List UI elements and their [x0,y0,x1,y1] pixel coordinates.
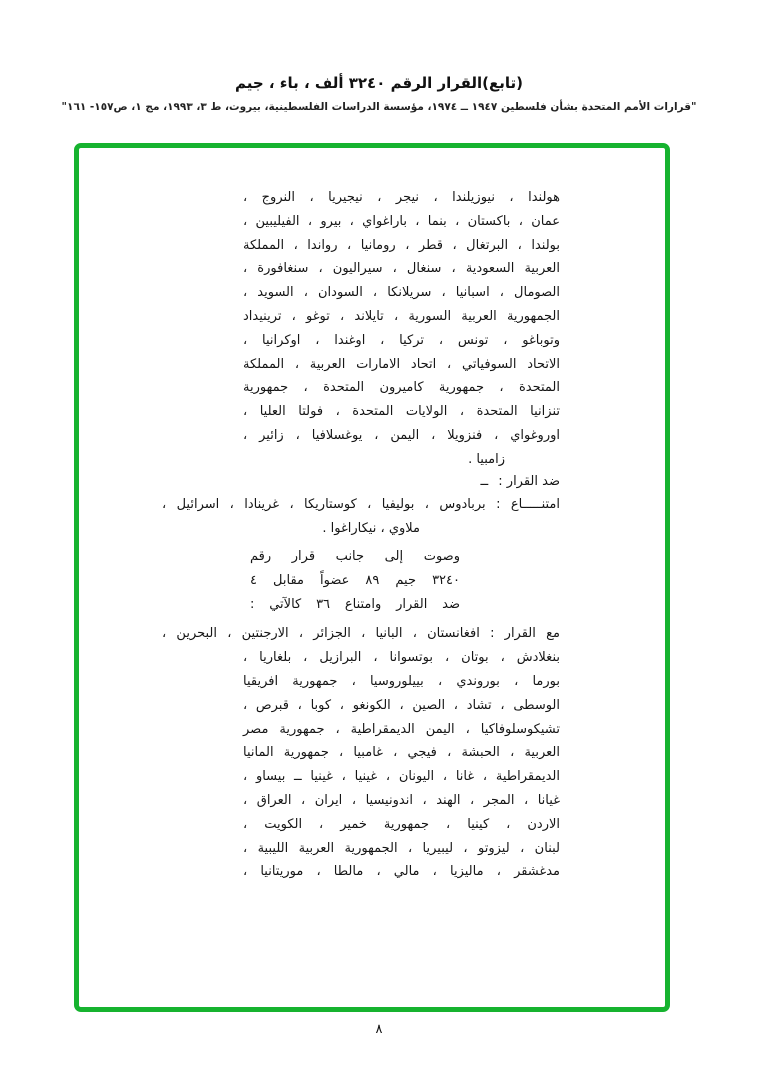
for-countries-line: الاردن ، كينيا ، جمهورية خمير ، الكويت ، [243,816,560,832]
for-countries-line: غيانا ، المجر ، الهند ، اندونيسيا ، ايران ، العراق ، [243,792,560,808]
continuation-line: وتوباغو ، تونس ، تركيا ، اوغندا ، اوكرانيا ، [243,332,560,348]
continuation-line: عمان ، باكستان ، بنما ، باراغواي ، بيرو ، الفيليبين ، [243,213,560,229]
resolution-body [162,186,561,884]
continuation-line: بولندا ، البرتغال ، قطر ، رومانيا ، رواندا ، المملكة [243,237,560,253]
for-countries-line: الوسطى ، تشاد ، الصين ، الكونغو ، كوبا ، قبرص ، [243,697,560,713]
for-countries-line: لبنان ، ليزوتو ، ليبيريا ، الجمهورية العربية الليبية ، [243,840,560,856]
for-countries-line: بورما ، بوروندي ، بييلوروسيا ، جمهورية افريقيا [243,673,560,689]
continuation-line-last: زامبيا . [468,451,505,467]
vote-note-line: ضد القرار وامتناع ٣٦ كالآتي : [250,596,460,612]
for-countries-line: مدغشقر ، ماليزيا ، مالي ، مالطا ، موريتانيا ، [243,864,560,880]
vote-note-line: وصوت إلى جانب قرار رقم [250,548,460,564]
abstain-label: امتنـــــاع : [496,497,561,513]
page-number: ٨ [375,1022,383,1037]
vote-note-line: ٣٢٤٠ جيم ٨٩ عضواً مقابل ٤ [250,572,460,588]
for-countries-line: بنغلادش ، بوتان ، بوتسوانا ، البرازيل ، بلغاريا ، [243,650,560,666]
continuation-line: العربية السعودية ، سنغال ، سيراليون ، سنغافورة ، [243,261,560,277]
against-label: ضد القرار : [498,473,560,489]
continuation-line: الاتحاد السوفياتي ، اتحاد الامارات العربية ، المملكة [243,356,560,372]
for-countries-line: العربية ، الحبشة ، فيجي ، غامبيا ، جمهورية المانيا [243,745,560,761]
continuation-line: الجمهورية العربية السورية ، تايلاند ، توغو ، ترينيداد [243,308,560,324]
continuation-line: الصومال ، اسبانيا ، سريلانكا ، السودان ، السويد ، [243,285,560,301]
against-value: ــ [480,473,489,489]
continuation-line: المتحدة ، جمهورية كاميرون المتحدة ، جمهورية [243,380,560,396]
abstain-countries-line-last: ملاوي ، نيكاراغوا . [322,521,420,537]
for-countries-line: تشيكوسلوفاكيا ، اليمن الديمقراطية ، جمهورية مصر [243,721,560,737]
continuation-line: اوروغواي ، فنزويلا ، اليمن ، يوغسلافيا ، زائير ، [243,427,560,443]
for-countries-line: الديمقراطية ، غانا ، اليونان ، غينيا ، غينيا ــ بيساو ، [243,769,560,785]
abstain-countries-line: بربادوس ، بوليفيا ، كوستاريكا ، غرينادا ، اسرائيل ، [162,497,486,513]
abstain-row [162,493,560,517]
against-row [243,470,560,494]
resolution-frame [74,143,670,1012]
for-countries-line: افغانستان ، البانيا ، الجزائر ، الارجنتين ، البحرين ، [162,626,480,642]
resolution-title: (تابع)القرار الرقم ٣٢٤٠ ألف ، باء ، جيم [234,74,524,92]
for-row [162,622,560,646]
for-label: مع القرار : [490,626,560,642]
continuation-line: تنزانيا المتحدة ، الولايات المتحدة ، فولتا العليا ، [243,404,560,420]
continuation-line: هولندا ، نيوزيلندا ، نيجر ، نيجيريا ، النروج ، [243,190,560,205]
source-citation: "قرارات الأمم المتحدة بشأن فلسطين ١٩٤٧ ــ ١٩٧٤، مؤسسة الدراسات الفلسطينية، بيروت، ط ٣، ١٩٩٣، مج ١، ص١٥٧- ١٦١" [61,101,697,113]
page-header [0,72,758,115]
